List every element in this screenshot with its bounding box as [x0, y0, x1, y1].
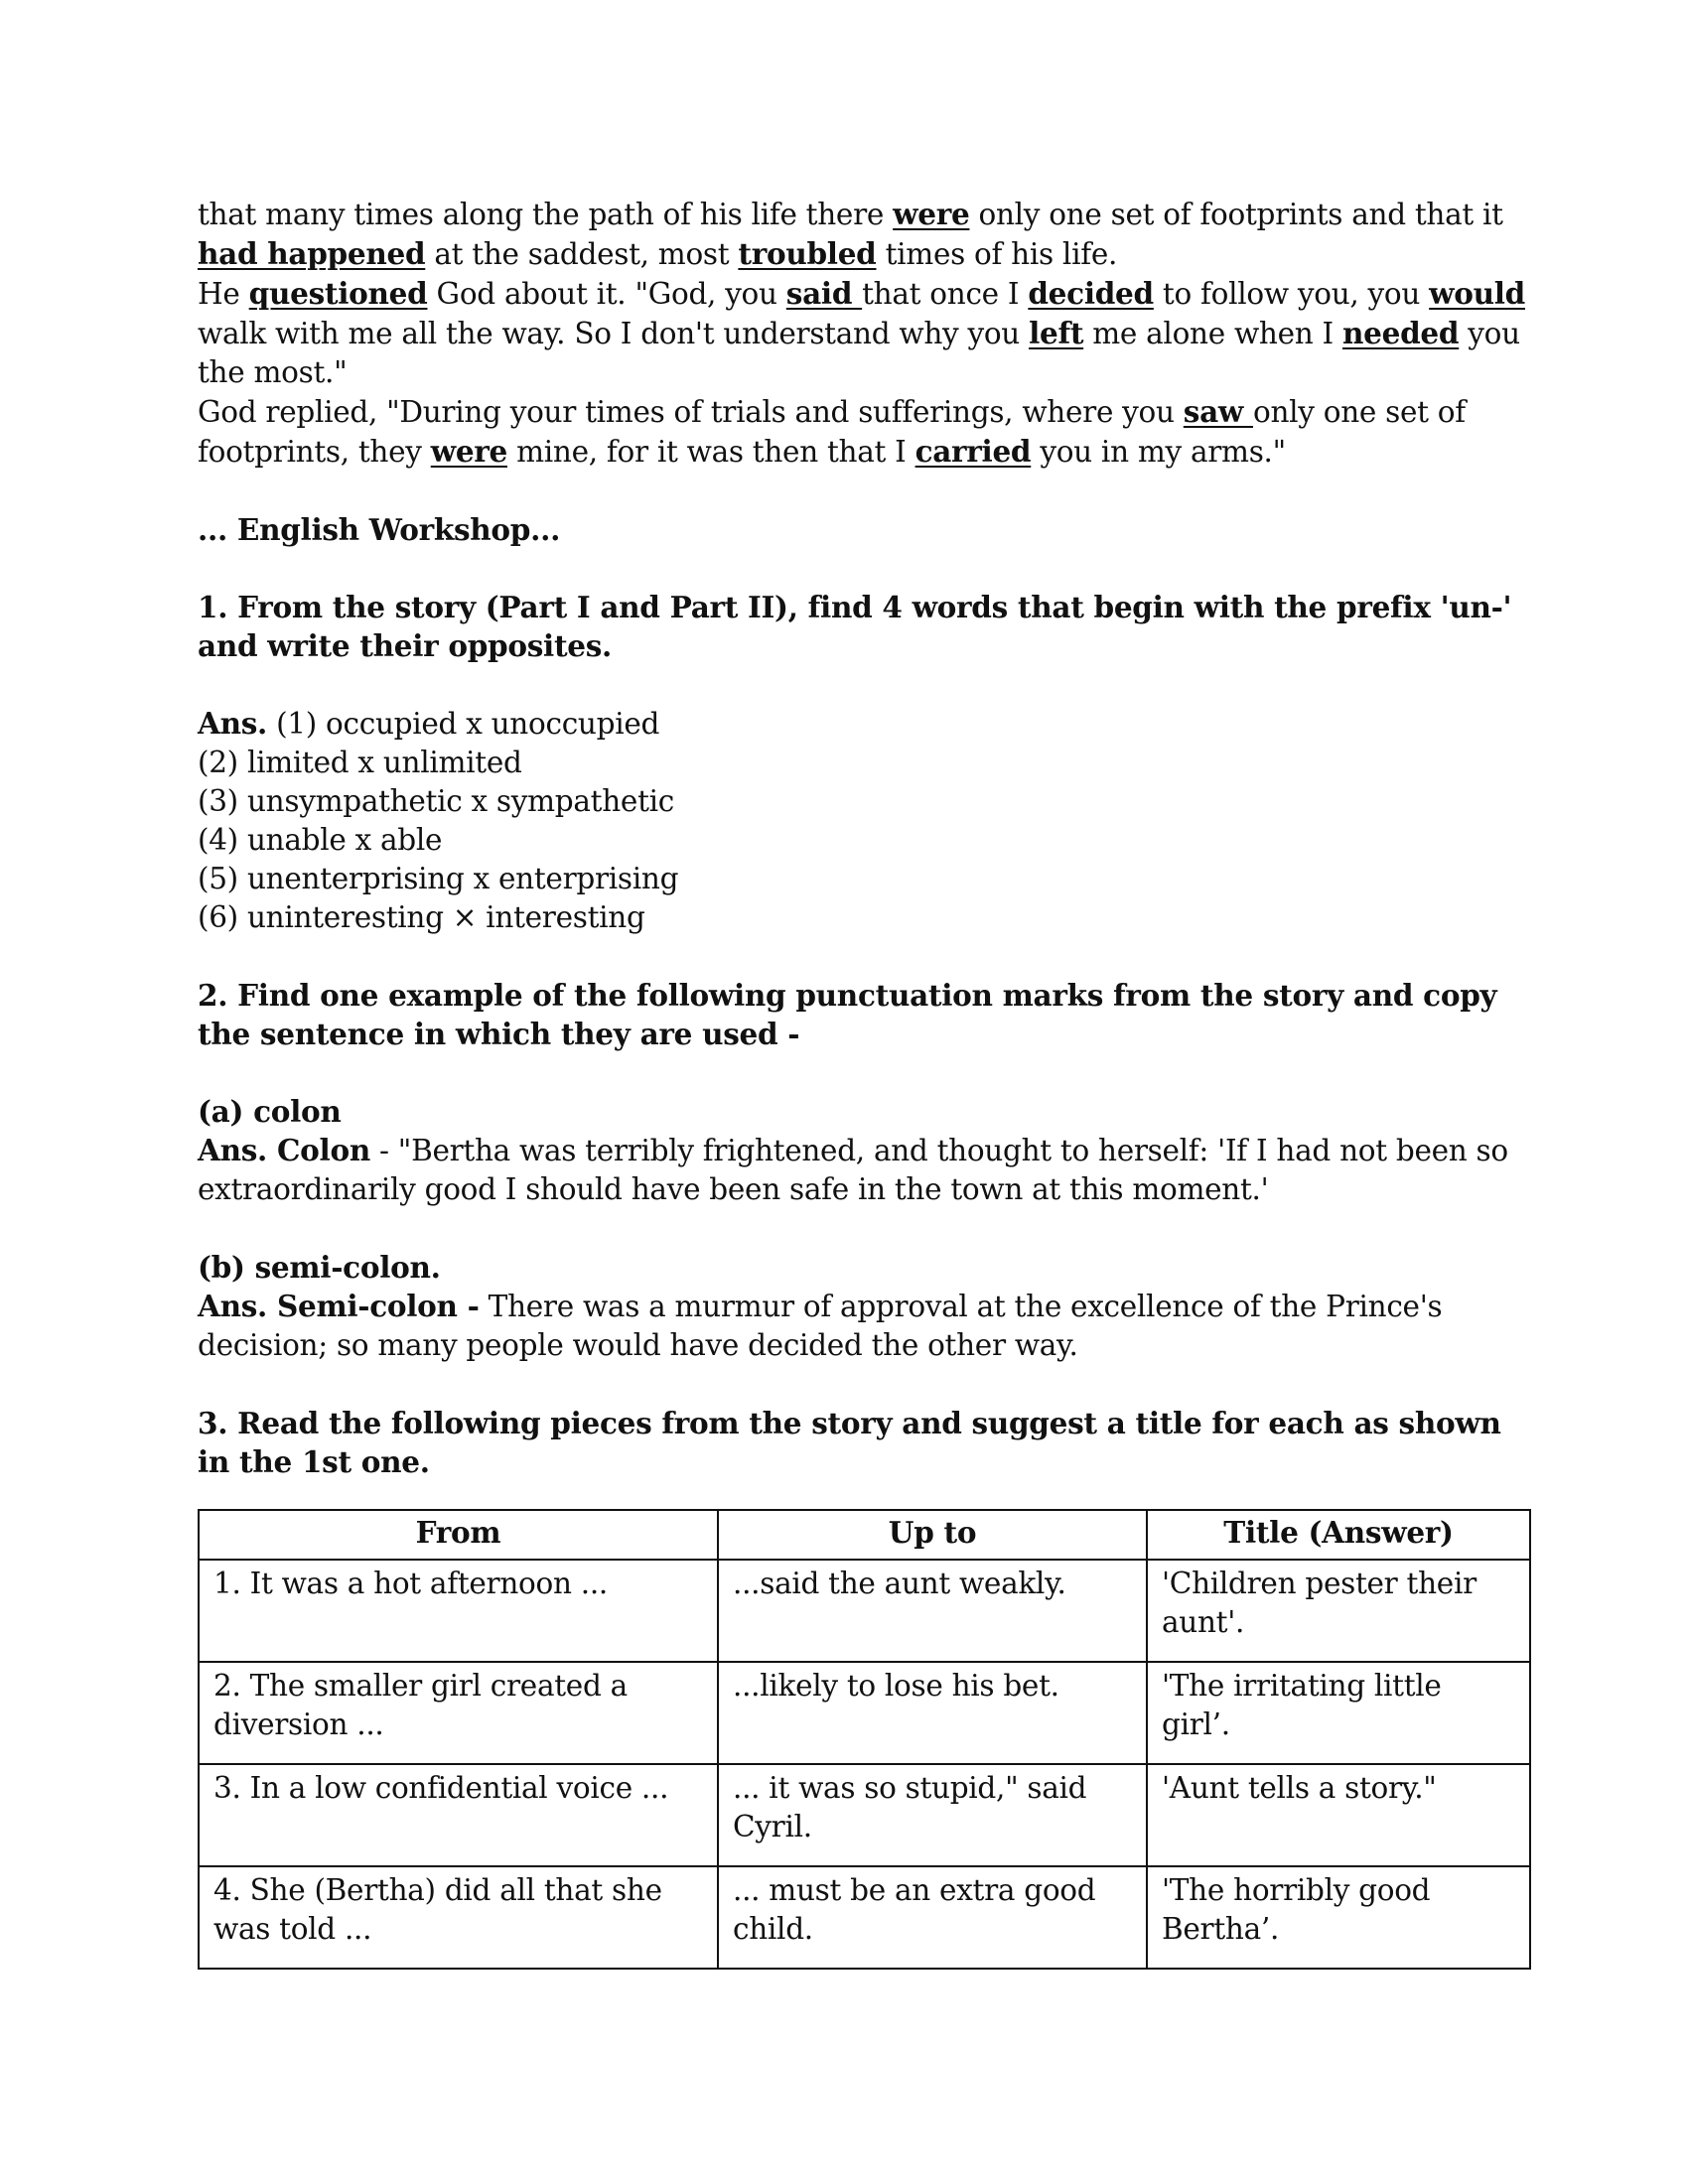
underlined-verb: questioned	[248, 276, 428, 311]
answer-2a	[198, 1131, 1528, 1209]
text: times of his life.	[876, 237, 1118, 271]
text: God about it. "God, you	[427, 277, 786, 311]
table-cell-up-to: ...likely to lose his bet.	[718, 1662, 1147, 1764]
table-cell-up-to: ...said the aunt weakly.	[718, 1560, 1147, 1662]
table-row	[199, 1560, 1530, 1662]
table-row	[199, 1764, 1530, 1866]
story-paragraph-3	[198, 392, 1528, 472]
text: me alone when I	[1083, 317, 1342, 350]
answer-label: Ans. Semi-colon -	[198, 1289, 480, 1323]
table-cell-from: 2. The smaller girl created a diversion ...	[199, 1662, 718, 1764]
question-2b-heading: (b) semi-colon.	[198, 1250, 441, 1285]
answer-1-line-4: (4) unable x able	[198, 823, 443, 857]
text: that many times along the path of his life there	[198, 198, 894, 231]
underlined-verb: needed	[1341, 316, 1460, 350]
page-content	[198, 195, 1528, 1481]
question-2a-heading: (a) colon	[198, 1094, 342, 1129]
text: mine, for it was then that I	[507, 435, 915, 469]
text: at the saddest, most	[425, 237, 739, 271]
answer-text: There was a murmur of approval at the excellence of the Prince's decision; so many people would have decided the other way.	[198, 1290, 1443, 1362]
text: to follow you, you	[1153, 277, 1430, 311]
answer-1-line-3: (3) unsympathetic x sympathetic	[198, 784, 674, 818]
table-row	[199, 1662, 1530, 1764]
table-header-row	[199, 1510, 1530, 1560]
text: only one set of footprints and that it	[969, 198, 1503, 231]
underlined-verb: said	[785, 276, 863, 311]
table-cell-title: 'Children pester their aunt'.	[1147, 1560, 1530, 1662]
table-cell-title: 'The horribly good Bertha’.	[1147, 1866, 1530, 1969]
answer-2b	[198, 1287, 1528, 1365]
underlined-verb: were	[430, 434, 507, 469]
answer-1-line-2: (2) limited x unlimited	[198, 746, 522, 779]
table-cell-title: 'Aunt tells a story."	[1147, 1764, 1530, 1866]
table-cell-from: 3. In a low confidential voice ...	[199, 1764, 718, 1866]
text: you in my arms."	[1031, 435, 1286, 469]
underlined-verb: saw	[1183, 394, 1253, 429]
underlined-verb: were	[893, 197, 970, 231]
text: walk with me all the way. So I don't understand why you	[198, 317, 1030, 350]
question-2: 2. Find one example of the following punctuation marks from the story and copy the sentence in which they are used -	[198, 978, 1497, 1051]
answer-label: Ans. Colon	[198, 1133, 370, 1167]
column-header-up-to: Up to	[718, 1510, 1147, 1560]
question-3: 3. Read the following pieces from the story and suggest a title for each as shown in the 1st one.	[198, 1406, 1501, 1479]
table-cell-from: 1. It was a hot afternoon ...	[199, 1560, 718, 1662]
answer-1-line-5: (5) unenterprising x enterprising	[198, 862, 679, 895]
workshop-title: ... English Workshop...	[198, 512, 561, 547]
underlined-verb: had happened	[198, 236, 426, 271]
answer-1-line-6: (6) uninteresting × interesting	[198, 900, 645, 934]
story-paragraph-2	[198, 274, 1528, 392]
text: He	[198, 277, 249, 311]
table-cell-up-to: ... must be an extra good child.	[718, 1866, 1147, 1969]
text: God replied, "During your times of trials and sufferings, where you	[198, 395, 1184, 429]
table-row	[199, 1866, 1530, 1969]
story-pieces-table	[198, 1509, 1531, 1970]
question-1: 1. From the story (Part I and Part II), find 4 words that begin with the prefix 'un-' and write their opposites.	[198, 590, 1512, 663]
table-cell-up-to: ... it was so stupid," said Cyril.	[718, 1764, 1147, 1866]
table-cell-from: 4. She (Bertha) did all that she was told ...	[199, 1866, 718, 1969]
answer-label: Ans.	[198, 706, 268, 741]
column-header-from: From	[199, 1510, 718, 1560]
text: only one set of footprints, they	[198, 395, 1466, 469]
text: that once I	[862, 277, 1029, 311]
underlined-verb: carried	[914, 434, 1032, 469]
answer-text: - "Bertha was terribly frightened, and thought to herself: 'If I had not been so extraordinarily good I should have been safe in the town at this moment.'	[198, 1134, 1508, 1206]
underlined-verb: troubled	[738, 236, 877, 271]
column-header-title: Title (Answer)	[1147, 1510, 1530, 1560]
underlined-verb: decided	[1028, 276, 1154, 311]
underlined-verb: left	[1029, 316, 1084, 350]
text: you the most."	[198, 317, 1520, 389]
table-cell-title: 'The irritating little girl’.	[1147, 1662, 1530, 1764]
underlined-verb: would	[1429, 276, 1526, 311]
answer-1-line-1	[198, 704, 1528, 744]
story-paragraph-1	[198, 195, 1528, 274]
answer-item: (1) occupied x unoccupied	[267, 707, 660, 741]
